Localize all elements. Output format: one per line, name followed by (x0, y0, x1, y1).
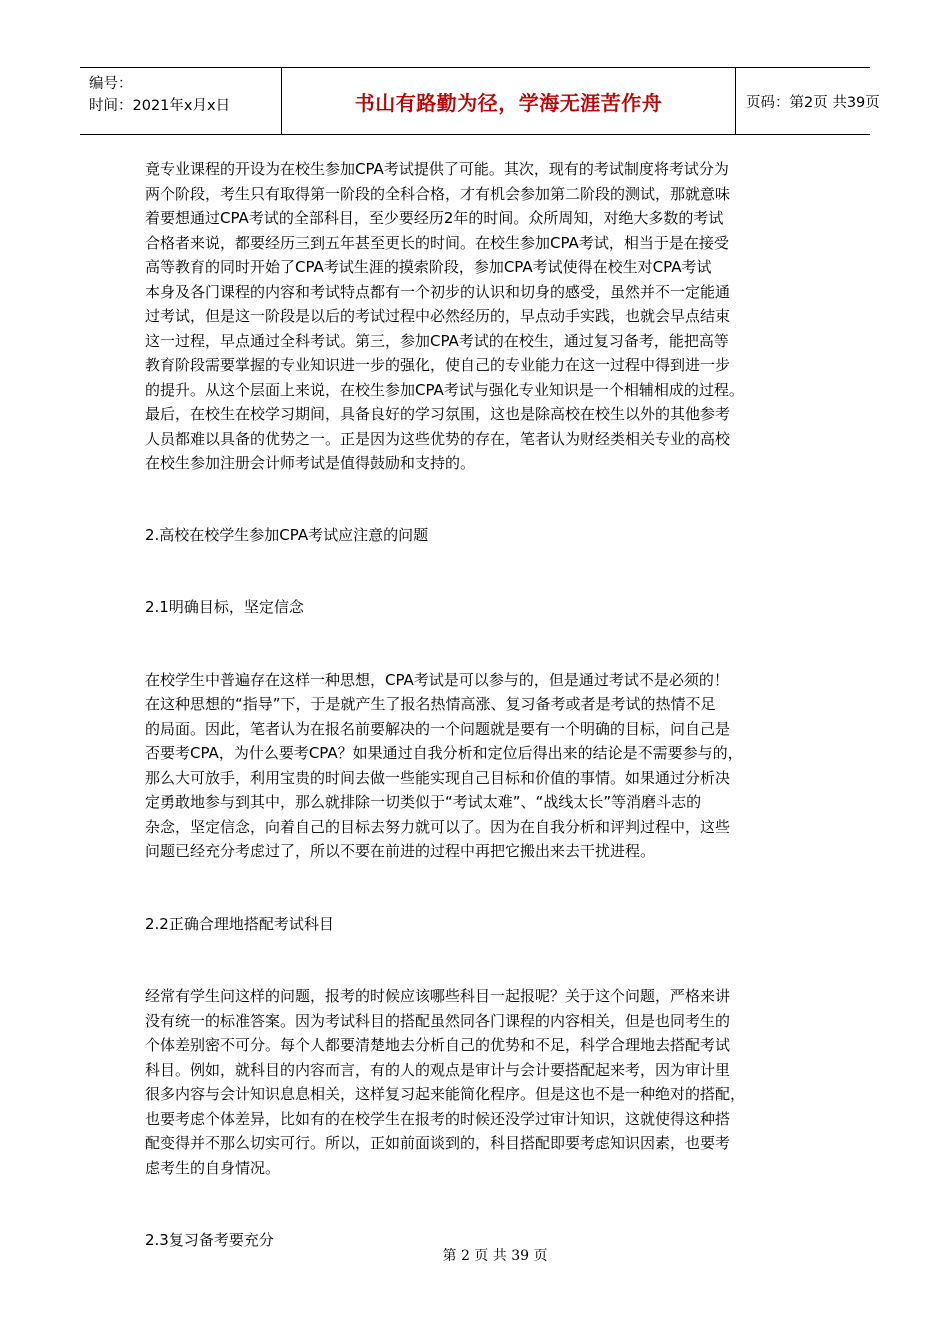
paragraph-line: 在校学生中普遍存在这样一种思想，CPA考试是可以参与的，但是通过考试不是必须的！ (145, 670, 729, 689)
paragraph-line: 那么大可放手，利用宝贵的时间去做一些能实现自己目标和价值的事情。如果通过分析决 (145, 768, 731, 787)
paragraph-line: 配变得并不那么切实可行。所以，正如前面谈到的，科目搭配即要考虑知识因素，也要考 (145, 1134, 731, 1152)
header-motto: 书山有路勤为径，学海无涯苦作舟 (354, 90, 663, 115)
paragraph-line: 虑考生的自身情况。 (145, 1158, 281, 1177)
paragraph-line: 的局面。因此，笔者认为在报名前要解决的一个问题就是要有一个明确的目标，问自己是 (145, 719, 731, 738)
header-meta-cell (80, 68, 282, 134)
paragraph-line: 也要考虑个体差异，比如有的在校学生在报考的时候还没学过审计知识，这就使得这种搭 (145, 1109, 731, 1128)
paragraph-line: 这一过程，早点通过全科考试。第三，参加CPA考试的在校生，通过复习备考，能把高等 (145, 331, 729, 350)
paragraph-line: 最后，在校生在校学习期间，具备良好的学习氛围，这也是除高校在校生以外的其他参考 (145, 405, 731, 423)
paragraph-line: 着要想通过CPA考试的全部科目，至少要经历2年的时间。众所周知，对绝大多数的考试 (145, 209, 724, 227)
header-page-cell (736, 68, 880, 134)
paragraph-line: 过考试，但是这一阶段是以后的考试过程中必然经历的，早点动手实践，也就会早点结束 (145, 307, 731, 325)
document-body (145, 157, 825, 1253)
paragraph-line: 两个阶段，考生只有取得第一阶段的全科合格，才有机会参加第二阶段的测试，那就意味 (145, 184, 731, 203)
document-number-label: 编号： (89, 76, 133, 92)
paragraph-line: 很多内容与会计知识息息相关，这样复习起来能简化程序。但是这也不是一种绝对的搭配， (145, 1085, 746, 1103)
paragraph-line: 问题已经充分考虑过了，所以不要在前进的过程中再把它搬出来去干扰进程。 (145, 842, 656, 860)
paragraph-line: 人员都难以具备的优势之一。正是因为这些优势的存在，笔者认为财经类相关专业的高校 (145, 429, 731, 448)
section-heading: 2.2正确合理地搭配考试科目 (145, 914, 334, 933)
paragraph-line: 否要考CPA，为什么要考CPA？如果通过自我分析和定位后得出来的结论是不需要参与的， (145, 744, 743, 762)
document-date-label: 时间：2021年x月x日 (89, 98, 231, 114)
page-footer (0, 1245, 950, 1265)
paragraph-line: 个体差别密不可分。每个人都要清楚地去分析自己的优势和不足，科学合理地去搭配考试 (145, 1036, 731, 1054)
body-paragraph (145, 984, 825, 1180)
section-heading: 2.1明确目标，坚定信念 (145, 598, 304, 616)
body-paragraph (145, 668, 825, 864)
paragraph-line: 教育阶段需要掌握的专业知识进一步的强化，使自己的专业能力在这一过程中得到进一步 (145, 356, 731, 374)
paragraph-line: 经常有学生问这样的问题，报考的时候应该哪些科目一起报呢？关于这个问题，严格来讲 (145, 987, 731, 1005)
paragraph-line: 合格者来说，都要经历三到五年甚至更长的时间。在校生参加CPA考试，相当于是在接受 (145, 233, 729, 252)
paragraph-line: 竟专业课程的开设为在校生参加CPA考试提供了可能。其次，现有的考试制度将考试分为 (145, 160, 729, 178)
paragraph-line: 高等教育的同时开始了CPA考试生涯的摸索阶段，参加CPA考试使得在校生对CPA考试 (145, 258, 712, 276)
header-page-label: 页码：第2页 共39页 (746, 94, 880, 111)
page-header (80, 67, 880, 135)
section-heading: 2.高校在校学生参加CPA考试应注意的问题 (145, 525, 429, 544)
header-motto-cell (282, 68, 736, 134)
footer-page-number: 第 2 页 共 39 页 (442, 1248, 548, 1264)
paragraph-line: 定勇敢地参与到其中，那么就排除一切类似于“考试太难”、“战线太长”等消磨斗志的 (145, 793, 702, 811)
body-paragraph (145, 157, 825, 476)
paragraph-line: 本身及各门课程的内容和考试特点都有一个初步的认识和切身的感受，虽然并不一定能通 (145, 282, 731, 301)
paragraph-line: 的提升。从这个层面上来说，在校生参加CPA考试与强化专业知识是一个相辅相成的过程。 (145, 380, 744, 399)
section-heading: 2.3复习备考要充分 (145, 1231, 274, 1249)
paragraph-line: 科目。例如，就科目的内容而言，有的人的观点是审计与会计要搭配起来考，因为审计里 (145, 1060, 731, 1079)
paragraph-line: 在这种思想的“指导”下，于是就产生了报名热情高涨、复习备考或者是考试的热情不足 (145, 695, 716, 713)
paragraph-line: 在校生参加注册会计师考试是值得鼓励和支持的。 (145, 454, 476, 472)
paragraph-line: 没有统一的标准答案。因为考试科目的搭配虽然同各门课程的内容相关，但是也同考生的 (145, 1011, 731, 1030)
paragraph-line: 杂念，坚定信念，向着自己的目标去努力就可以了。因为在自我分析和评判过程中，这些 (145, 817, 731, 836)
